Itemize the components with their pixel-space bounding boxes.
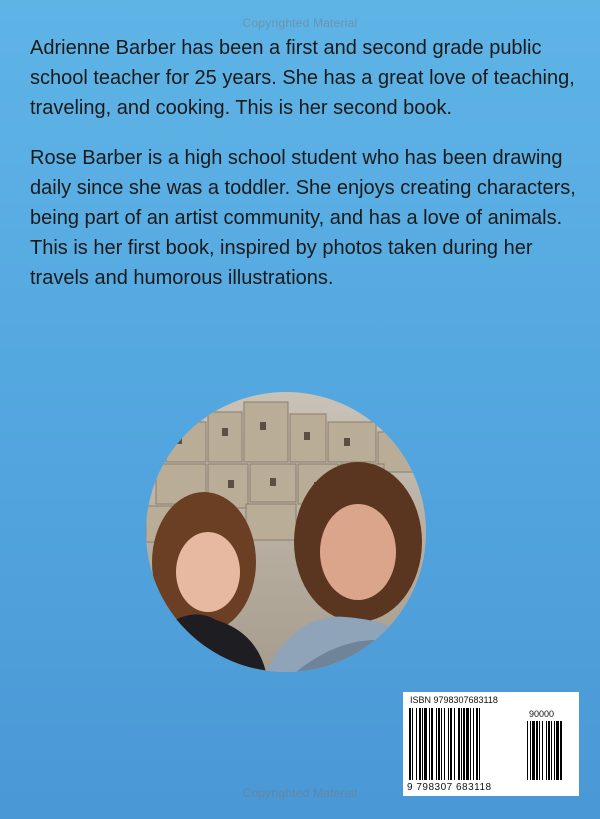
barcode-bar <box>438 708 440 780</box>
barcode-bar <box>542 721 543 780</box>
barcode-bar <box>560 721 562 780</box>
barcode-bar <box>431 708 433 780</box>
bio-adrienne: Adrienne Barber has been a first and second grade public school teacher for 25 years. She has a great love of teaching, traveling, and cooking. This is her second book. <box>30 37 575 119</box>
barcode-bar <box>476 708 478 780</box>
barcode-bar <box>441 708 442 780</box>
barcode-bar <box>548 721 550 780</box>
barcode-bar <box>554 721 555 780</box>
isbn-digits: 9 798307 683118 <box>407 782 492 793</box>
barcode-bar <box>436 708 437 780</box>
barcode-bar <box>551 721 552 780</box>
barcode-bar <box>466 708 469 780</box>
barcode-bar <box>450 708 452 780</box>
barcode-bar <box>479 708 480 780</box>
watermark-top: Copyrighted Material <box>242 16 358 30</box>
barcode-bar <box>412 708 413 780</box>
barcode-bar <box>546 721 547 780</box>
barcode-bar <box>536 721 538 780</box>
barcode-bar <box>463 708 465 780</box>
barcode-bar <box>530 721 531 780</box>
bio-rose: Rose Barber is a high school student who has been drawing daily since she was a toddler. She enjoys creating characters, being part of an artist community, and has a love of animals. This is her first book, inspired by photos taken during her travels and humorous illustrations. <box>30 147 576 289</box>
barcode-bar <box>422 708 423 780</box>
barcode-bar <box>527 721 528 780</box>
barcode-bar <box>473 708 474 780</box>
isbn-label: ISBN 9798307683118 <box>410 695 498 705</box>
barcode-bar <box>429 708 430 780</box>
barcode-bar <box>424 708 427 780</box>
author-photo <box>146 392 426 672</box>
barcode-bar <box>532 721 535 780</box>
barcode-bar <box>409 708 411 780</box>
isbn-barcode <box>403 692 579 796</box>
barcode-bar <box>539 721 540 780</box>
barcode-bar <box>416 708 417 780</box>
barcode-bar <box>448 708 449 780</box>
barcode-bar <box>461 708 462 780</box>
barcode-bar <box>470 708 471 780</box>
barcode-bar <box>419 708 421 780</box>
watermark-bottom: Copyrighted Material <box>242 786 358 800</box>
price-code: 90000 <box>529 709 555 719</box>
barcode-bar <box>444 708 445 780</box>
barcode-bar <box>556 721 559 780</box>
barcode-bar <box>458 708 460 780</box>
barcode-bar <box>454 708 455 780</box>
